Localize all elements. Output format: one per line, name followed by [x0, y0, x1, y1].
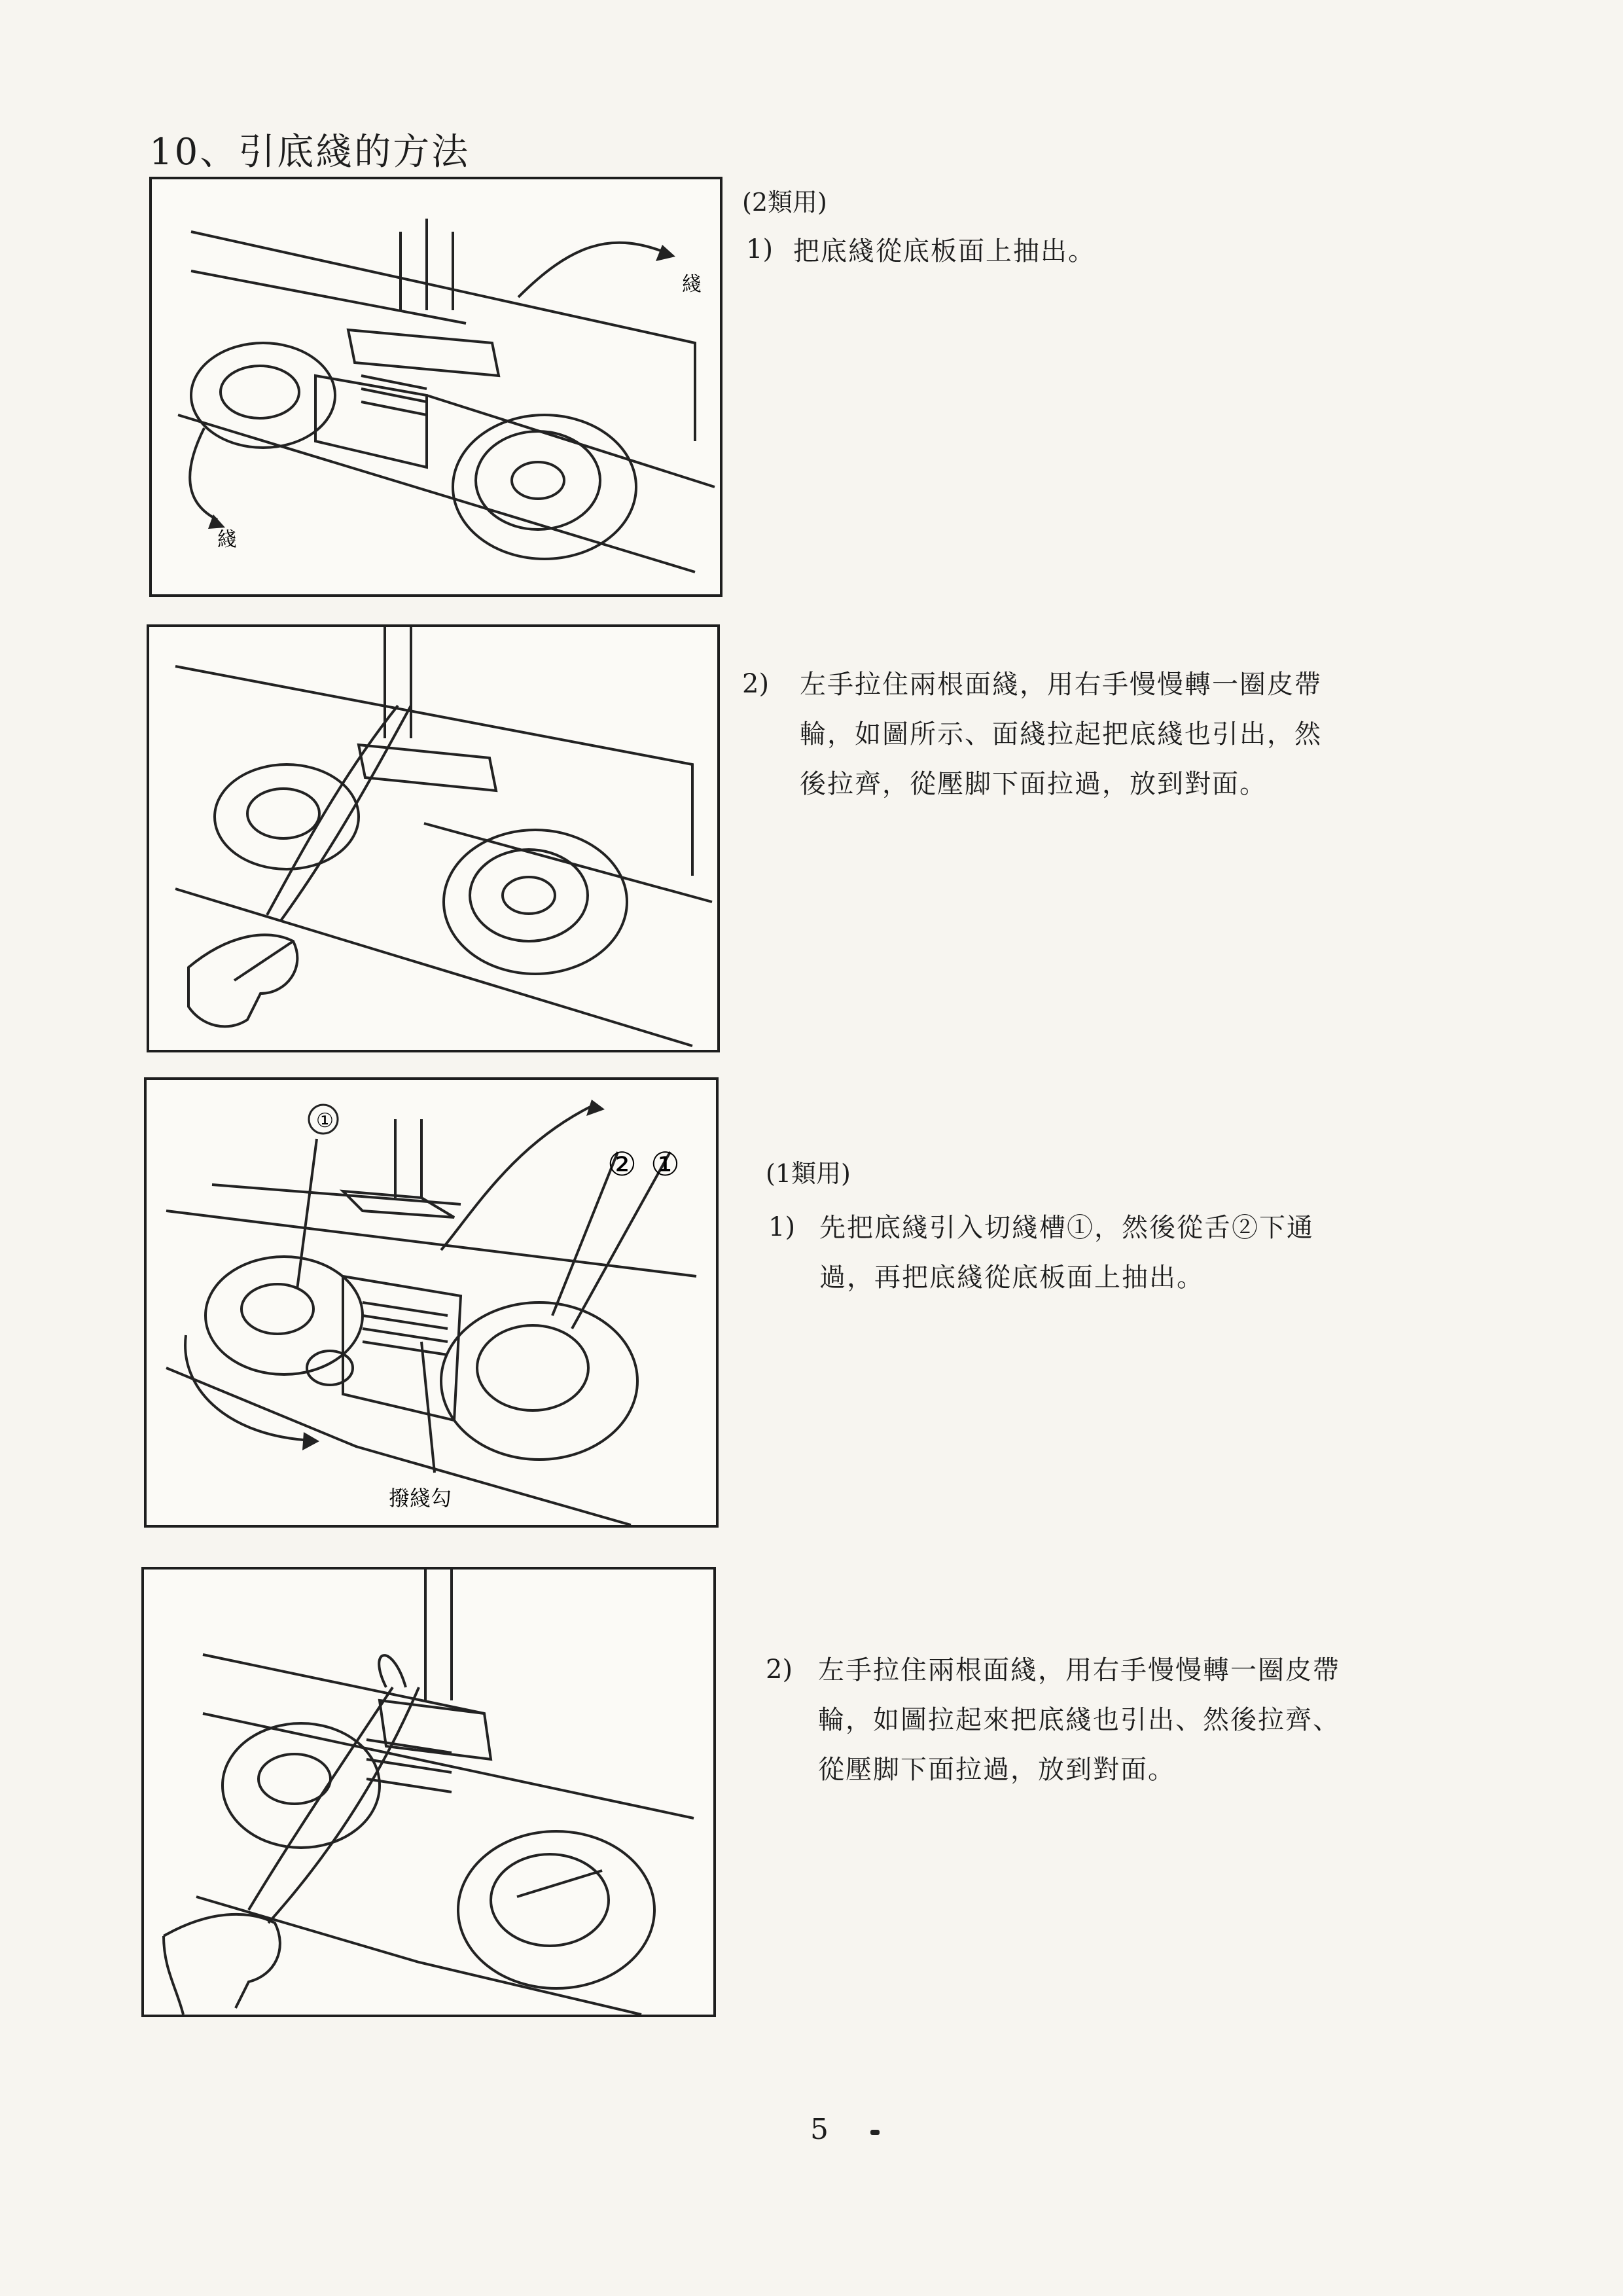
figure-3-marker-3: ① [651, 1145, 680, 1183]
figure-1-label-left: 綫 [217, 528, 237, 551]
step-line: 左手拉住兩根面綫，用右手慢慢轉一圈皮帶 [818, 1655, 1340, 1685]
step-text [819, 1203, 1314, 1302]
figure-1-drawing [152, 179, 720, 594]
step-line: 從壓脚下面拉過，放到對面。 [818, 1755, 1175, 1785]
figure-1-illustration [149, 177, 722, 597]
figure-2-illustration [147, 624, 720, 1052]
step-number: 1) [746, 234, 774, 264]
step-number: 1) [768, 1212, 796, 1242]
step-text [818, 1645, 1340, 1795]
group-one-heading: (1類用) [766, 1159, 851, 1188]
step-line: 過，再把底綫從底板面上抽出。 [819, 1263, 1204, 1293]
step-line: 輪，如圖所示、面綫拉起把底綫也引出，然 [800, 719, 1322, 749]
page-number: 5 [810, 2113, 829, 2146]
step-line: 把底綫從底板面上抽出。 [793, 236, 1096, 266]
figure-3-marker-1: ① [316, 1109, 334, 1132]
step-line: 後拉齊，從壓脚下面拉過，放到對面。 [800, 769, 1267, 799]
step-text [793, 226, 1096, 276]
figure-2-drawing [149, 627, 717, 1050]
arrow-up-icon [586, 1100, 605, 1116]
step-number: 2) [742, 669, 770, 699]
figure-3-label-hook: 撥綫勾 [389, 1486, 452, 1511]
figure-4-illustration [141, 1567, 716, 2017]
figure-3-marker-2: ② [607, 1145, 637, 1183]
speck-mark [870, 2130, 880, 2135]
step-number: 2) [766, 1655, 793, 1685]
group-two-heading: (2類用) [742, 188, 827, 217]
figure-1-label-top: 綫 [682, 273, 702, 296]
step-text [800, 660, 1322, 809]
figure-3-drawing [147, 1080, 716, 1525]
figure-3-illustration [144, 1077, 719, 1528]
step-line: 左手拉住兩根面綫，用右手慢慢轉一圈皮帶 [800, 670, 1322, 700]
section-title: 10、引底綫的方法 [149, 131, 471, 173]
arrow-right-icon [656, 245, 675, 261]
step-line: 輪，如圖拉起來把底綫也引出、然後拉齊、 [818, 1705, 1340, 1735]
arrow-right-icon [302, 1432, 319, 1450]
figure-4-drawing [144, 1570, 713, 2015]
step-line: 先把底綫引入切綫槽①，然後從舌②下通 [819, 1213, 1314, 1243]
